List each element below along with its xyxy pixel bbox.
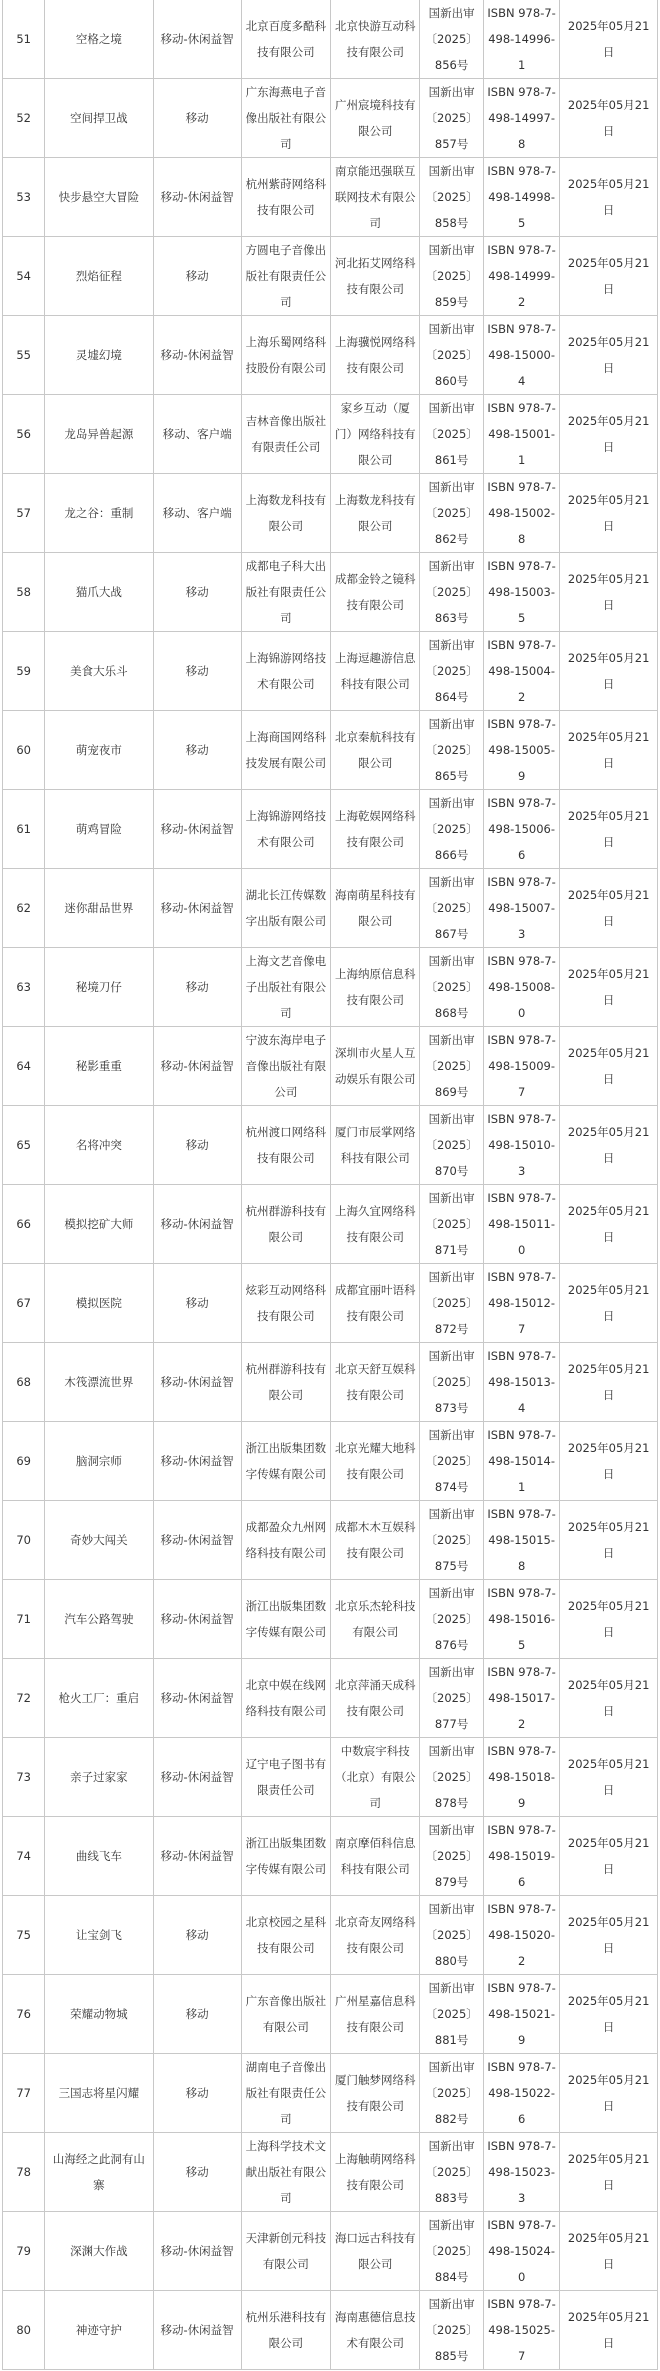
- isbn-number-cell: ISBN 978-7-498-15010-3: [483, 1106, 559, 1185]
- game-approval-table: [2, 0, 658, 2370]
- approval-number-cell: 国新出审〔2025〕872号: [420, 1264, 484, 1343]
- row-number-cell: 58: [3, 553, 45, 632]
- game-name-cell: 快步悬空大冒险: [45, 158, 153, 237]
- row-number-cell: 51: [3, 0, 45, 79]
- approval-date-cell: 2025年05月21日: [560, 553, 658, 632]
- table-row: [3, 1580, 658, 1659]
- table-row: [3, 1185, 658, 1264]
- approval-number-cell: 国新出审〔2025〕880号: [420, 1896, 484, 1975]
- isbn-number-cell: ISBN 978-7-498-15020-2: [483, 1896, 559, 1975]
- approval-date-cell: 2025年05月21日: [560, 474, 658, 553]
- isbn-number-cell: ISBN 978-7-498-15005-9: [483, 711, 559, 790]
- isbn-number-cell: ISBN 978-7-498-15003-5: [483, 553, 559, 632]
- approval-number-cell: 国新出审〔2025〕865号: [420, 711, 484, 790]
- row-number-cell: 53: [3, 158, 45, 237]
- table-row: [3, 948, 658, 1027]
- game-type-cell: 移动: [153, 2054, 241, 2133]
- publisher-unit-cell: 成都电子科大出版社有限责任公司: [241, 553, 330, 632]
- operator-unit-cell: 上海骥悦网络科技有限公司: [331, 316, 420, 395]
- row-number-cell: 66: [3, 1185, 45, 1264]
- approval-date-cell: 2025年05月21日: [560, 1896, 658, 1975]
- approval-date-cell: 2025年05月21日: [560, 869, 658, 948]
- table-row: [3, 1501, 658, 1580]
- row-number-cell: 72: [3, 1659, 45, 1738]
- row-number-cell: 79: [3, 2212, 45, 2291]
- game-type-cell: 移动-休闲益智: [153, 1027, 241, 1106]
- game-name-cell: 汽车公路驾驶: [45, 1580, 153, 1659]
- row-number-cell: 78: [3, 2133, 45, 2212]
- game-name-cell: 荣耀动物城: [45, 1975, 153, 2054]
- approval-date-cell: 2025年05月21日: [560, 395, 658, 474]
- approval-date-cell: 2025年05月21日: [560, 2291, 658, 2370]
- game-name-cell: 神迹守护: [45, 2291, 153, 2370]
- publisher-unit-cell: 天津新创元科技有限公司: [241, 2212, 330, 2291]
- publisher-unit-cell: 杭州渡口网络科技有限公司: [241, 1106, 330, 1185]
- isbn-number-cell: ISBN 978-7-498-15013-4: [483, 1343, 559, 1422]
- approval-number-cell: 国新出审〔2025〕879号: [420, 1817, 484, 1896]
- approval-date-cell: 2025年05月21日: [560, 2133, 658, 2212]
- game-name-cell: 名将冲突: [45, 1106, 153, 1185]
- publisher-unit-cell: 吉林音像出版社有限责任公司: [241, 395, 330, 474]
- publisher-unit-cell: 上海乐蜀网络科技股份有限公司: [241, 316, 330, 395]
- isbn-number-cell: ISBN 978-7-498-15000-4: [483, 316, 559, 395]
- game-type-cell: 移动-休闲益智: [153, 316, 241, 395]
- row-number-cell: 54: [3, 237, 45, 316]
- game-type-cell: 移动: [153, 711, 241, 790]
- row-number-cell: 62: [3, 869, 45, 948]
- row-number-cell: 75: [3, 1896, 45, 1975]
- isbn-number-cell: ISBN 978-7-498-15001-1: [483, 395, 559, 474]
- operator-unit-cell: 深圳市火星人互动娱乐有限公司: [331, 1027, 420, 1106]
- publisher-unit-cell: 杭州紫莳网络科技有限公司: [241, 158, 330, 237]
- table-row: [3, 0, 658, 79]
- table-row: [3, 395, 658, 474]
- game-name-cell: 龙岛异兽起源: [45, 395, 153, 474]
- operator-unit-cell: 北京乐杰轮科技有限公司: [331, 1580, 420, 1659]
- publisher-unit-cell: 北京百度多酷科技有限公司: [241, 0, 330, 79]
- isbn-number-cell: ISBN 978-7-498-15014-1: [483, 1422, 559, 1501]
- table-row: [3, 1027, 658, 1106]
- publisher-unit-cell: 广东音像出版社有限公司: [241, 1975, 330, 2054]
- approval-date-cell: 2025年05月21日: [560, 1659, 658, 1738]
- approval-number-cell: 国新出审〔2025〕868号: [420, 948, 484, 1027]
- operator-unit-cell: 海南惠德信息技术有限公司: [331, 2291, 420, 2370]
- game-type-cell: 移动: [153, 553, 241, 632]
- game-type-cell: 移动: [153, 948, 241, 1027]
- game-type-cell: 移动-休闲益智: [153, 1185, 241, 1264]
- game-type-cell: 移动: [153, 1264, 241, 1343]
- publisher-unit-cell: 杭州乐港科技有限公司: [241, 2291, 330, 2370]
- approval-number-cell: 国新出审〔2025〕883号: [420, 2133, 484, 2212]
- isbn-number-cell: ISBN 978-7-498-14998-5: [483, 158, 559, 237]
- game-type-cell: 移动-休闲益智: [153, 1817, 241, 1896]
- isbn-number-cell: ISBN 978-7-498-15008-0: [483, 948, 559, 1027]
- approval-number-cell: 国新出审〔2025〕856号: [420, 0, 484, 79]
- approval-date-cell: 2025年05月21日: [560, 1343, 658, 1422]
- approval-date-cell: 2025年05月21日: [560, 1422, 658, 1501]
- table-row: [3, 2133, 658, 2212]
- game-type-cell: 移动: [153, 632, 241, 711]
- row-number-cell: 52: [3, 79, 45, 158]
- publisher-unit-cell: 上海商国网络科技发展有限公司: [241, 711, 330, 790]
- game-name-cell: 空间捍卫战: [45, 79, 153, 158]
- table-row: [3, 1106, 658, 1185]
- publisher-unit-cell: 上海锦游网络技术有限公司: [241, 632, 330, 711]
- table-row: [3, 711, 658, 790]
- game-type-cell: 移动: [153, 1896, 241, 1975]
- operator-unit-cell: 成都金铃之镜科技有限公司: [331, 553, 420, 632]
- game-type-cell: 移动: [153, 2133, 241, 2212]
- game-name-cell: 让宝剑飞: [45, 1896, 153, 1975]
- approval-number-cell: 国新出审〔2025〕863号: [420, 553, 484, 632]
- approval-number-cell: 国新出审〔2025〕858号: [420, 158, 484, 237]
- publisher-unit-cell: 浙江出版集团数字传媒有限公司: [241, 1422, 330, 1501]
- game-type-cell: 移动-休闲益智: [153, 790, 241, 869]
- approval-date-cell: 2025年05月21日: [560, 1580, 658, 1659]
- isbn-number-cell: ISBN 978-7-498-15002-8: [483, 474, 559, 553]
- operator-unit-cell: 北京秦航科技有限公司: [331, 711, 420, 790]
- game-name-cell: 三国志将星闪耀: [45, 2054, 153, 2133]
- operator-unit-cell: 厦门触梦网络科技有限公司: [331, 2054, 420, 2133]
- approval-number-cell: 国新出审〔2025〕873号: [420, 1343, 484, 1422]
- game-type-cell: 移动-休闲益智: [153, 0, 241, 79]
- isbn-number-cell: ISBN 978-7-498-15006-6: [483, 790, 559, 869]
- table-body: [3, 0, 658, 2370]
- approval-number-cell: 国新出审〔2025〕857号: [420, 79, 484, 158]
- table-row: [3, 1422, 658, 1501]
- isbn-number-cell: ISBN 978-7-498-15007-3: [483, 869, 559, 948]
- operator-unit-cell: 北京萍涌天成科技有限公司: [331, 1659, 420, 1738]
- game-name-cell: 曲线飞车: [45, 1817, 153, 1896]
- isbn-number-cell: ISBN 978-7-498-15019-6: [483, 1817, 559, 1896]
- approval-number-cell: 国新出审〔2025〕871号: [420, 1185, 484, 1264]
- approval-number-cell: 国新出审〔2025〕882号: [420, 2054, 484, 2133]
- approval-number-cell: 国新出审〔2025〕859号: [420, 237, 484, 316]
- game-type-cell: 移动-休闲益智: [153, 1659, 241, 1738]
- operator-unit-cell: 海南萌星科技有限公司: [331, 869, 420, 948]
- approval-number-cell: 国新出审〔2025〕864号: [420, 632, 484, 711]
- game-name-cell: 木筏漂流世界: [45, 1343, 153, 1422]
- table-row: [3, 79, 658, 158]
- publisher-unit-cell: 上海科学技术文献出版社有限公司: [241, 2133, 330, 2212]
- row-number-cell: 68: [3, 1343, 45, 1422]
- approval-date-cell: 2025年05月21日: [560, 1264, 658, 1343]
- approval-number-cell: 国新出审〔2025〕878号: [420, 1738, 484, 1817]
- operator-unit-cell: 北京奇友网络科技有限公司: [331, 1896, 420, 1975]
- row-number-cell: 55: [3, 316, 45, 395]
- approval-date-cell: 2025年05月21日: [560, 790, 658, 869]
- row-number-cell: 77: [3, 2054, 45, 2133]
- row-number-cell: 61: [3, 790, 45, 869]
- game-type-cell: 移动-休闲益智: [153, 2212, 241, 2291]
- table-row: [3, 1264, 658, 1343]
- approval-date-cell: 2025年05月21日: [560, 711, 658, 790]
- game-type-cell: 移动: [153, 1975, 241, 2054]
- table-row: [3, 790, 658, 869]
- approval-number-cell: 国新出审〔2025〕877号: [420, 1659, 484, 1738]
- isbn-number-cell: ISBN 978-7-498-15015-8: [483, 1501, 559, 1580]
- table-row: [3, 1738, 658, 1817]
- approval-number-cell: 国新出审〔2025〕884号: [420, 2212, 484, 2291]
- operator-unit-cell: 上海触萌网络科技有限公司: [331, 2133, 420, 2212]
- operator-unit-cell: 上海久宜网络科技有限公司: [331, 1185, 420, 1264]
- approval-number-cell: 国新出审〔2025〕862号: [420, 474, 484, 553]
- table-row: [3, 1896, 658, 1975]
- game-name-cell: 龙之谷：重制: [45, 474, 153, 553]
- approval-date-cell: 2025年05月21日: [560, 1501, 658, 1580]
- row-number-cell: 73: [3, 1738, 45, 1817]
- approval-date-cell: 2025年05月21日: [560, 2054, 658, 2133]
- publisher-unit-cell: 湖南电子音像出版社有限责任公司: [241, 2054, 330, 2133]
- row-number-cell: 56: [3, 395, 45, 474]
- publisher-unit-cell: 上海数龙科技有限公司: [241, 474, 330, 553]
- row-number-cell: 71: [3, 1580, 45, 1659]
- game-name-cell: 萌宠夜市: [45, 711, 153, 790]
- approval-number-cell: 国新出审〔2025〕885号: [420, 2291, 484, 2370]
- isbn-number-cell: ISBN 978-7-498-15012-7: [483, 1264, 559, 1343]
- row-number-cell: 63: [3, 948, 45, 1027]
- row-number-cell: 74: [3, 1817, 45, 1896]
- game-name-cell: 萌鸡冒险: [45, 790, 153, 869]
- isbn-number-cell: ISBN 978-7-498-15023-3: [483, 2133, 559, 2212]
- operator-unit-cell: 上海数龙科技有限公司: [331, 474, 420, 553]
- publisher-unit-cell: 成都盈众九州网络科技有限公司: [241, 1501, 330, 1580]
- approval-number-cell: 国新出审〔2025〕875号: [420, 1501, 484, 1580]
- game-name-cell: 美食大乐斗: [45, 632, 153, 711]
- table-row: [3, 316, 658, 395]
- operator-unit-cell: 南京摩佰科信息科技有限公司: [331, 1817, 420, 1896]
- approval-number-cell: 国新出审〔2025〕869号: [420, 1027, 484, 1106]
- approval-date-cell: 2025年05月21日: [560, 79, 658, 158]
- approval-date-cell: 2025年05月21日: [560, 1185, 658, 1264]
- game-name-cell: 亲子过家家: [45, 1738, 153, 1817]
- publisher-unit-cell: 炫彩互动网络科技有限公司: [241, 1264, 330, 1343]
- operator-unit-cell: 北京天舒互娱科技有限公司: [331, 1343, 420, 1422]
- operator-unit-cell: 北京快游互动科技有限公司: [331, 0, 420, 79]
- game-type-cell: 移动: [153, 237, 241, 316]
- table-row: [3, 2212, 658, 2291]
- publisher-unit-cell: 方圆电子音像出版社有限责任公司: [241, 237, 330, 316]
- isbn-number-cell: ISBN 978-7-498-15022-6: [483, 2054, 559, 2133]
- table-row: [3, 869, 658, 948]
- operator-unit-cell: 北京光耀大地科技有限公司: [331, 1422, 420, 1501]
- publisher-unit-cell: 浙江出版集团数字传媒有限公司: [241, 1817, 330, 1896]
- operator-unit-cell: 成都木木互娱科技有限公司: [331, 1501, 420, 1580]
- approval-number-cell: 国新出审〔2025〕860号: [420, 316, 484, 395]
- game-name-cell: 烈焰征程: [45, 237, 153, 316]
- row-number-cell: 76: [3, 1975, 45, 2054]
- row-number-cell: 59: [3, 632, 45, 711]
- approval-date-cell: 2025年05月21日: [560, 1817, 658, 1896]
- approval-date-cell: 2025年05月21日: [560, 316, 658, 395]
- isbn-number-cell: ISBN 978-7-498-15021-9: [483, 1975, 559, 2054]
- game-type-cell: 移动-休闲益智: [153, 1580, 241, 1659]
- game-name-cell: 模拟医院: [45, 1264, 153, 1343]
- game-name-cell: 迷你甜品世界: [45, 869, 153, 948]
- approval-date-cell: 2025年05月21日: [560, 237, 658, 316]
- operator-unit-cell: 上海逗趣游信息科技有限公司: [331, 632, 420, 711]
- isbn-number-cell: ISBN 978-7-498-15025-7: [483, 2291, 559, 2370]
- game-name-cell: 秘境刀仔: [45, 948, 153, 1027]
- operator-unit-cell: 上海纳原信息科技有限公司: [331, 948, 420, 1027]
- table-row: [3, 553, 658, 632]
- approval-date-cell: 2025年05月21日: [560, 1738, 658, 1817]
- game-type-cell: 移动-休闲益智: [153, 1422, 241, 1501]
- isbn-number-cell: ISBN 978-7-498-15016-5: [483, 1580, 559, 1659]
- publisher-unit-cell: 北京校园之星科技有限公司: [241, 1896, 330, 1975]
- row-number-cell: 64: [3, 1027, 45, 1106]
- operator-unit-cell: 厦门市辰掌网络科技有限公司: [331, 1106, 420, 1185]
- table-row: [3, 1343, 658, 1422]
- isbn-number-cell: ISBN 978-7-498-15018-9: [483, 1738, 559, 1817]
- table-row: [3, 237, 658, 316]
- publisher-unit-cell: 杭州群游科技有限公司: [241, 1185, 330, 1264]
- game-type-cell: 移动-休闲益智: [153, 1738, 241, 1817]
- operator-unit-cell: 家乡互动（厦门）网络科技有限公司: [331, 395, 420, 474]
- operator-unit-cell: 中数宸宇科技（北京）有限公司: [331, 1738, 420, 1817]
- table-row: [3, 1659, 658, 1738]
- publisher-unit-cell: 广东海燕电子音像出版社有限公司: [241, 79, 330, 158]
- game-name-cell: 秘影重重: [45, 1027, 153, 1106]
- publisher-unit-cell: 杭州群游科技有限公司: [241, 1343, 330, 1422]
- isbn-number-cell: ISBN 978-7-498-14997-8: [483, 79, 559, 158]
- row-number-cell: 60: [3, 711, 45, 790]
- approval-date-cell: 2025年05月21日: [560, 632, 658, 711]
- game-type-cell: 移动-休闲益智: [153, 1343, 241, 1422]
- approval-number-cell: 国新出审〔2025〕870号: [420, 1106, 484, 1185]
- approval-number-cell: 国新出审〔2025〕861号: [420, 395, 484, 474]
- row-number-cell: 70: [3, 1501, 45, 1580]
- table-row: [3, 632, 658, 711]
- game-name-cell: 奇妙大闯关: [45, 1501, 153, 1580]
- game-type-cell: 移动-休闲益智: [153, 158, 241, 237]
- isbn-number-cell: ISBN 978-7-498-15009-7: [483, 1027, 559, 1106]
- approval-date-cell: 2025年05月21日: [560, 1106, 658, 1185]
- publisher-unit-cell: 上海文艺音像电子出版社有限公司: [241, 948, 330, 1027]
- publisher-unit-cell: 上海锦游网络技术有限公司: [241, 790, 330, 869]
- approval-date-cell: 2025年05月21日: [560, 1027, 658, 1106]
- operator-unit-cell: 南京能迅强联互联网技术有限公司: [331, 158, 420, 237]
- isbn-number-cell: ISBN 978-7-498-15011-0: [483, 1185, 559, 1264]
- table-row: [3, 1817, 658, 1896]
- game-type-cell: 移动-休闲益智: [153, 869, 241, 948]
- game-name-cell: 灵墟幻境: [45, 316, 153, 395]
- game-name-cell: 模拟挖矿大师: [45, 1185, 153, 1264]
- approval-date-cell: 2025年05月21日: [560, 2212, 658, 2291]
- operator-unit-cell: 海口远古科技有限公司: [331, 2212, 420, 2291]
- operator-unit-cell: 成都宜丽叶语科技有限公司: [331, 1264, 420, 1343]
- game-name-cell: 枪火工厂：重启: [45, 1659, 153, 1738]
- game-type-cell: 移动: [153, 79, 241, 158]
- publisher-unit-cell: 辽宁电子图书有限责任公司: [241, 1738, 330, 1817]
- publisher-unit-cell: 宁波东海岸电子音像出版社有限公司: [241, 1027, 330, 1106]
- isbn-number-cell: ISBN 978-7-498-14996-1: [483, 0, 559, 79]
- publisher-unit-cell: 湖北长江传媒数字出版有限公司: [241, 869, 330, 948]
- row-number-cell: 69: [3, 1422, 45, 1501]
- publisher-unit-cell: 北京中娱在线网络科技有限公司: [241, 1659, 330, 1738]
- game-type-cell: 移动-休闲益智: [153, 1501, 241, 1580]
- row-number-cell: 65: [3, 1106, 45, 1185]
- game-type-cell: 移动-休闲益智: [153, 2291, 241, 2370]
- game-type-cell: 移动、客户端: [153, 474, 241, 553]
- row-number-cell: 57: [3, 474, 45, 553]
- table-row: [3, 158, 658, 237]
- game-name-cell: 空格之境: [45, 0, 153, 79]
- table-row: [3, 2054, 658, 2133]
- table-row: [3, 474, 658, 553]
- approval-date-cell: 2025年05月21日: [560, 1975, 658, 2054]
- row-number-cell: 67: [3, 1264, 45, 1343]
- operator-unit-cell: 广州星嘉信息科技有限公司: [331, 1975, 420, 2054]
- isbn-number-cell: ISBN 978-7-498-15004-2: [483, 632, 559, 711]
- game-name-cell: 深渊大作战: [45, 2212, 153, 2291]
- game-name-cell: 山海经之此洞有山寨: [45, 2133, 153, 2212]
- operator-unit-cell: 上海乾娱网络科技有限公司: [331, 790, 420, 869]
- approval-date-cell: 2025年05月21日: [560, 948, 658, 1027]
- table-row: [3, 1975, 658, 2054]
- approval-number-cell: 国新出审〔2025〕867号: [420, 869, 484, 948]
- table-row: [3, 2291, 658, 2370]
- approval-number-cell: 国新出审〔2025〕881号: [420, 1975, 484, 2054]
- approval-number-cell: 国新出审〔2025〕874号: [420, 1422, 484, 1501]
- approval-date-cell: 2025年05月21日: [560, 0, 658, 79]
- approval-number-cell: 国新出审〔2025〕866号: [420, 790, 484, 869]
- isbn-number-cell: ISBN 978-7-498-14999-2: [483, 237, 559, 316]
- approval-number-cell: 国新出审〔2025〕876号: [420, 1580, 484, 1659]
- row-number-cell: 80: [3, 2291, 45, 2370]
- game-name-cell: 猫爪大战: [45, 553, 153, 632]
- game-type-cell: 移动: [153, 1106, 241, 1185]
- isbn-number-cell: ISBN 978-7-498-15017-2: [483, 1659, 559, 1738]
- isbn-number-cell: ISBN 978-7-498-15024-0: [483, 2212, 559, 2291]
- game-name-cell: 脑洞宗师: [45, 1422, 153, 1501]
- game-type-cell: 移动、客户端: [153, 395, 241, 474]
- operator-unit-cell: 广州宸境科技有限公司: [331, 79, 420, 158]
- operator-unit-cell: 河北拓艾网络科技有限公司: [331, 237, 420, 316]
- publisher-unit-cell: 浙江出版集团数字传媒有限公司: [241, 1580, 330, 1659]
- approval-date-cell: 2025年05月21日: [560, 158, 658, 237]
